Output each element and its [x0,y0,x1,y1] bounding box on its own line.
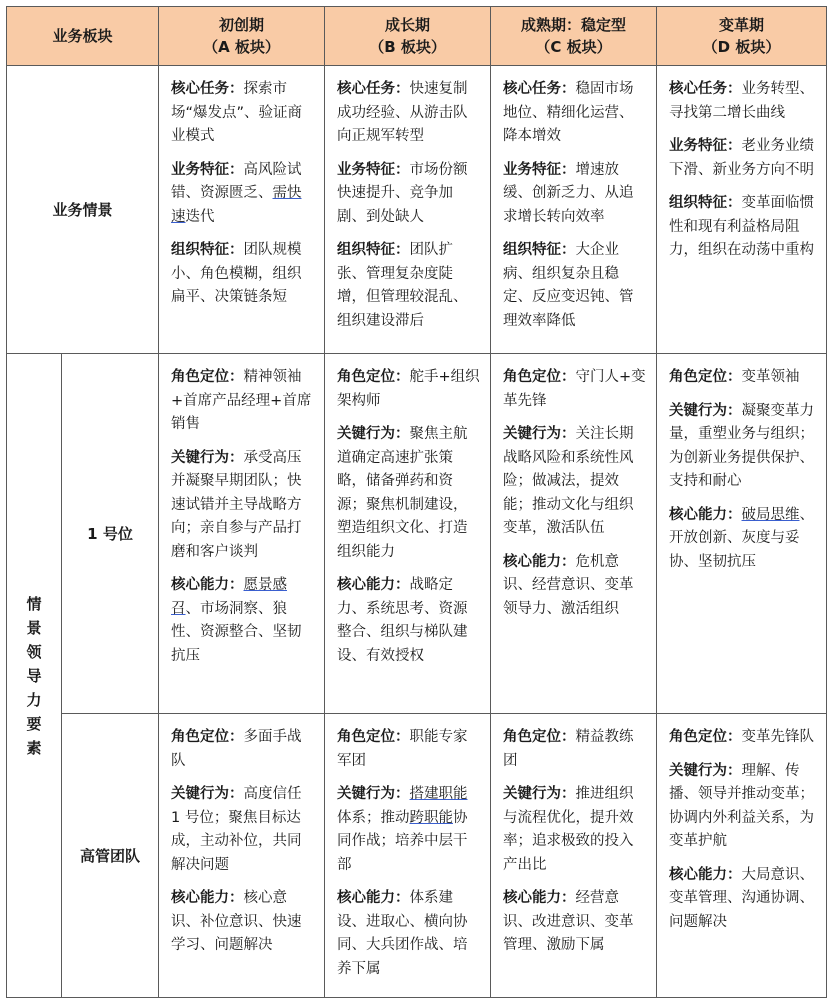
header-stage-b: 成长期 （B 板块） [325,7,491,66]
leader-1-label: 1 号位 [62,354,159,714]
exec-team-cell-d: 角色定位：变革先锋队 关键行为：理解、传播、领导并推动变革；协调内外利益关系，为变革护航 核心能力：大局意识、变革管理、沟通协调、问题解决 [657,714,827,998]
exec-team-cell-b: 角色定位：职能专家军团 关键行为：搭建职能体系；推动跨职能协同作战；培养中层干部 核心能力：体系建设、进取心、横向协同、大兵团作战、培养下属 [325,714,491,998]
leadership-elements-label: 情景领导力要素 [7,354,62,998]
leader-1-row [7,354,827,714]
business-cell-a: 核心任务：探索市场“爆发点”、验证商业模式 业务特征：高风险试错、资源匮乏、需快速迭代 组织特征：团队规模小、角色模糊，组织扁平、决策链条短 [159,66,325,354]
leader-1-cell-a: 角色定位：精神领袖+首席产品经理+首席销售 关键行为：承受高压并凝聚早期团队；快速试错并主导战略方向；亲自参与产品打磨和客户谈判 核心能力：愿景感召、市场洞察、狼性、资源整合、坚韧抗压 [159,354,325,714]
exec-team-cell-a: 角色定位：多面手战队 关键行为：高度信任 1 号位；聚焦目标达成，主动补位，共同解决问题 核心能力：核心意识、补位意识、快速学习、问题解决 [159,714,325,998]
leader-1-cell-c: 角色定位：守门人+变革先锋 关键行为：关注长期战略风险和系统性风险；做减法，提效能；推动文化与组织变革，激活队伍 核心能力：危机意识、经营意识、变革领导力、激活组织 [491,354,657,714]
header-business-segment: 业务板块 [7,7,159,66]
header-stage-a: 初创期 （A 板块） [159,7,325,66]
business-scenario-label: 业务情景 [7,66,159,354]
leader-1-cell-b: 角色定位：舵手+组织架构师 关键行为：聚焦主航道确定高速扩张策略，储备弹药和资源；聚焦机制建设，塑造组织文化、打造组织能力 核心能力：战略定力、系统思考、资源整合、组织与梯队建设、有效授权 [325,354,491,714]
leadership-matrix-table [6,6,827,998]
exec-team-label: 高管团队 [62,714,159,998]
leader-1-cell-d: 角色定位：变革领袖 关键行为：凝聚变革力量，重塑业务与组织；为创新业务提供保护、支持和耐心 核心能力：破局思维、开放创新、灰度与妥协、坚韧抗压 [657,354,827,714]
header-stage-d: 变革期 （D 板块） [657,7,827,66]
business-cell-d: 核心任务：业务转型、寻找第二增长曲线 业务特征：老业务业绩下滑、新业务方向不明 组织特征：变革面临惯性和现有利益格局阻力，组织在动荡中重构 [657,66,827,354]
business-scenario-row [7,66,827,354]
header-row [7,7,827,66]
business-cell-c: 核心任务：稳固市场地位、精细化运营、降本增效 业务特征：增速放缓、创新乏力、从追求增长转向效率 组织特征：大企业病、组织复杂且稳定、反应变迟钝、管理效率降低 [491,66,657,354]
header-stage-c: 成熟期：稳定型 （C 板块） [491,7,657,66]
exec-team-cell-c: 角色定位：精益教练团 关键行为：推进组织与流程优化，提升效率；追求极致的投入产出比 核心能力：经营意识、改进意识、变革管理、激励下属 [491,714,657,998]
exec-team-row [7,714,827,998]
business-cell-b: 核心任务：快速复制成功经验、从游击队向正规军转型 业务特征：市场份额快速提升、竞争加剧、到处缺人 组织特征：团队扩张、管理复杂度陡增，但管理较混乱、组织建设滞后 [325,66,491,354]
